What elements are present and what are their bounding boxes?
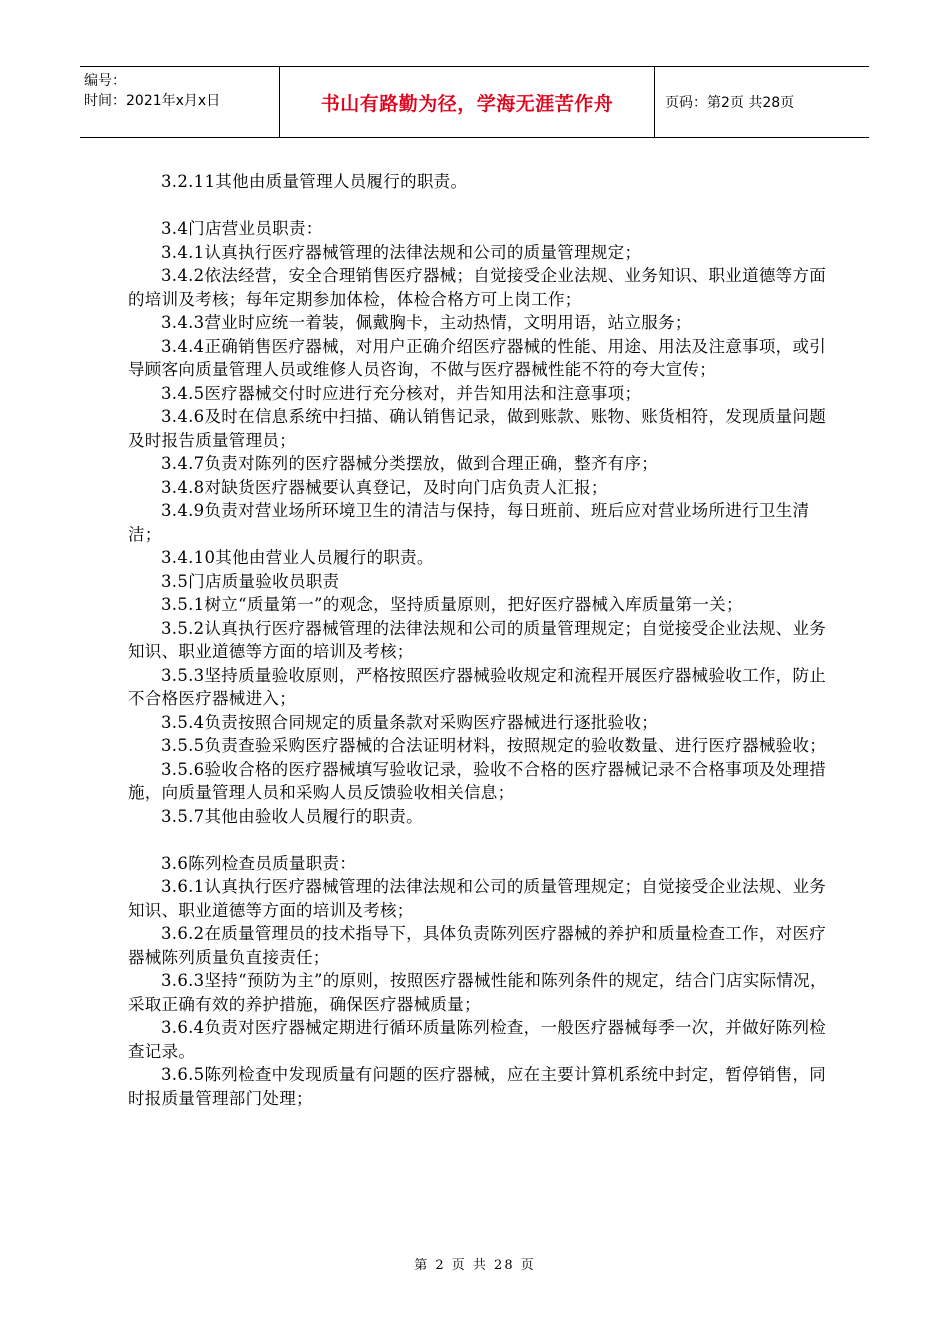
paragraph: 3.4门店营业员职责： bbox=[161, 219, 323, 238]
header-meta bbox=[80, 67, 280, 137]
paragraph: 3.5.3坚持质量验收原则，严格按照医疗器械验收规定和流程开展医疗器械验收工作，防止不合格医疗器械进入； bbox=[128, 665, 827, 708]
paragraph: 3.6.5陈列检查中发现质量有问题的医疗器械，应在主要计算机系统中封定，暂停销售，同时报质量管理部门处理； bbox=[128, 1065, 827, 1108]
paragraph: 3.4.8对缺货医疗器械要认真登记，及时向门店负责人汇报； bbox=[161, 477, 608, 497]
header-number: 编号： bbox=[84, 73, 126, 89]
paragraph: 3.2.11其他由质量管理人员履行的职责。 bbox=[161, 172, 468, 191]
paragraph: 3.5.7其他由验收人员履行的职责。 bbox=[161, 806, 423, 826]
page-header bbox=[80, 66, 869, 138]
paragraph: 3.6.2在质量管理员的技术指导下，具体负责陈列医疗器械的养护和质量检查工作，对医疗器械陈列质量负直接责任； bbox=[128, 924, 827, 967]
paragraph: 3.6陈列检查员质量职责： bbox=[161, 853, 357, 873]
paragraph: 3.4.3营业时应统一着装，佩戴胸卡，主动热情，文明用语，站立服务； bbox=[161, 313, 692, 332]
paragraph: 3.4.7负责对陈列的医疗器械分类摆放，做到合理正确，整齐有序； bbox=[161, 454, 659, 473]
paragraph: 3.5.6验收合格的医疗器械填写验收记录，验收不合格的医疗器械记录不合格事项及处理措施，向质量管理人员和采购人员反馈验收相关信息； bbox=[128, 759, 827, 802]
header-page-number: 页码：第2页 共28页 bbox=[665, 95, 795, 111]
header-motto: 书山有路勤为径，学海无涯苦作舟 bbox=[320, 92, 614, 115]
paragraph: 3.4.6及时在信息系统中扫描、确认销售记录，做到账款、账物、账货相符，发现质量问题及时报告质量管理员； bbox=[128, 407, 827, 450]
paragraph: 3.5.2认真执行医疗器械管理的法律法规和公司的质量管理规定；自觉接受企业法规、业务知识、职业道德等方面的培训及考核； bbox=[128, 618, 827, 661]
header-page-cell bbox=[655, 67, 869, 137]
paragraph: 3.6.1认真执行医疗器械管理的法律法规和公司的质量管理规定；自觉接受企业法规、业务知识、职业道德等方面的培训及考核； bbox=[128, 877, 827, 920]
paragraph: 3.5门店质量验收员职责 bbox=[161, 571, 340, 591]
header-motto-cell bbox=[280, 67, 655, 137]
paragraph: 3.4.4正确销售医疗器械，对用户正确介绍医疗器械的性能、用途、用法及注意事项，或引导顾客向质量管理人员或维修人员咨询，不做与医疗器械性能不符的夸大宣传； bbox=[128, 336, 827, 379]
paragraph: 3.4.1认真执行医疗器械管理的法律法规和公司的质量管理规定； bbox=[161, 242, 642, 262]
document-body bbox=[128, 170, 828, 1110]
paragraph: 3.4.5医疗器械交付时应进行充分核对，并告知用法和注意事项； bbox=[161, 383, 642, 403]
paragraph: 3.4.10其他由营业人员履行的职责。 bbox=[161, 548, 434, 567]
page-footer: 第 2 页 共 28 页 bbox=[414, 1258, 536, 1273]
paragraph: 3.4.2依法经营，安全合理销售医疗器械；自觉接受企业法规、业务知识、职业道德等方面的培训及考核；每年定期参加体检，体检合格方可上岗工作； bbox=[128, 266, 827, 309]
header-date: 时间：2021年x月x日 bbox=[84, 93, 221, 109]
paragraph: 3.6.3坚持“预防为主”的原则，按照医疗器械性能和陈列条件的规定，结合门店实际情况，采取正确有效的养护措施，确保医疗器械质量； bbox=[128, 971, 827, 1014]
paragraph: 3.4.9负责对营业场所环境卫生的清洁与保持，每日班前、班后应对营业场所进行卫生清洁； bbox=[128, 501, 810, 544]
paragraph: 3.5.4负责按照合同规定的质量条款对采购医疗器械进行逐批验收； bbox=[161, 712, 659, 732]
paragraph: 3.6.4负责对医疗器械定期进行循环质量陈列检查，一般医疗器械每季一次，并做好陈列检查记录。 bbox=[128, 1018, 827, 1061]
paragraph: 3.5.5负责查验采购医疗器械的合法证明材料，按照规定的验收数量、进行医疗器械验收； bbox=[161, 736, 827, 755]
paragraph: 3.5.1树立“质量第一”的观念，坚持质量原则，把好医疗器械入库质量第一关； bbox=[161, 595, 743, 614]
